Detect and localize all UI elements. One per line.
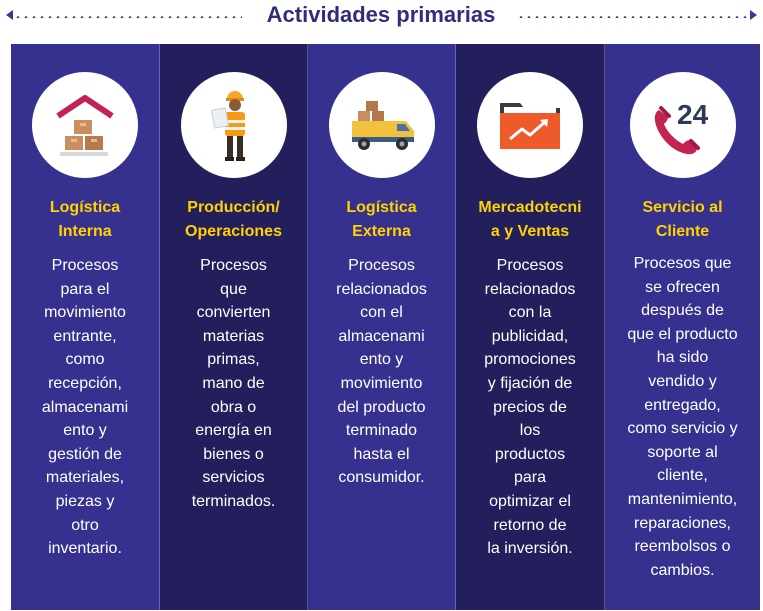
column-description: Procesos para el movimiento entrante, como recepción, almacenami ento y gestión de materiales, piezas y otro inventario. <box>41 257 129 558</box>
dotted-line-right <box>517 16 747 18</box>
column-logistica-interna <box>11 44 160 610</box>
column-produccion-operaciones <box>160 44 308 610</box>
header <box>0 0 763 34</box>
construction-worker-icon <box>199 85 269 165</box>
column-description: Procesos relacionados con la publicidad, promociones y fijación de precios de los productos para optimizar el retorno de la inversión. <box>484 257 576 558</box>
column-heading: Producción/ Operaciones <box>185 199 282 240</box>
icon-circle <box>630 72 736 178</box>
warehouse-boxes-icon <box>50 90 120 160</box>
column-logistica-externa <box>308 44 456 610</box>
column-heading: Servicio al Cliente <box>642 199 723 240</box>
delivery-truck-icon <box>346 95 418 155</box>
column-heading: Logística Interna <box>49 199 121 240</box>
arrow-right-icon <box>750 10 757 20</box>
icon-circle <box>477 72 583 178</box>
column-description: Procesos que convierten materias primas, mano de obra o energía en bienes o servicios terminados. <box>191 257 276 510</box>
page-title: Actividades primarias <box>266 2 496 27</box>
column-mercadotecnia-ventas <box>456 44 605 610</box>
column-description: Procesos relacionados con el almacenami ento y movimiento del producto terminado hasta el consumidor. <box>336 257 427 487</box>
arrow-left-icon <box>6 10 13 20</box>
column-heading: Logística Externa <box>346 199 417 240</box>
column-servicio-cliente <box>605 44 760 610</box>
column-description: Procesos que se ofrecen después de que el producto ha sido vendido y entregado, como servicio y soporte al cliente, mantenimiento, reparaciones, reembolsos o cambios. <box>627 255 738 579</box>
activities-columns <box>11 44 756 610</box>
column-heading: Mercadotecni a y Ventas <box>478 199 582 240</box>
icon-circle <box>329 72 435 178</box>
svg-text:24: 24 <box>676 99 708 130</box>
icon-circle <box>181 72 287 178</box>
growth-folder-icon <box>494 95 566 155</box>
dotted-line-left <box>14 16 242 18</box>
phone-24-icon <box>647 90 719 160</box>
icon-circle <box>32 72 138 178</box>
